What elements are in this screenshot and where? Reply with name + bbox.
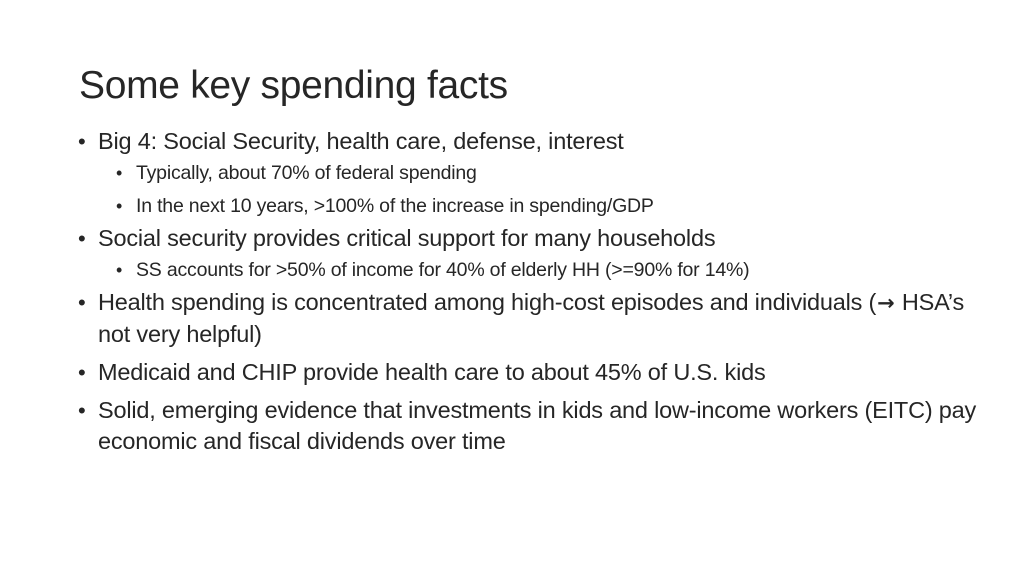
bullet-text-part2: HSA’s not very helpful) (98, 289, 965, 347)
bullet-dot-icon: • (78, 398, 86, 423)
bullet-dot-icon: • (78, 360, 86, 385)
bullet-dot-icon: • (116, 196, 123, 216)
bullet-text: Social security provides critical support for many households (98, 225, 716, 251)
sub-bullet-item (78, 157, 978, 190)
bullet-list (78, 126, 978, 457)
bullet-text: Medicaid and CHIP provide health care to about 45% of U.S. kids (98, 359, 766, 385)
sub-bullet-item (78, 254, 978, 287)
bullet-dot-icon: • (116, 163, 123, 183)
sub-bullet-item (78, 190, 978, 223)
sub-bullet-text: In the next 10 years, >100% of the increase in spending/GDP (136, 195, 654, 217)
bullet-dot-icon: • (78, 129, 86, 154)
bullet-item-big4 (78, 126, 978, 157)
sub-bullet-text: SS accounts for >50% of income for 40% of elderly HH (>=90% for 14%) (136, 259, 750, 281)
bullet-item-social-security (78, 223, 978, 254)
bullet-text: Big 4: Social Security, health care, defense, interest (98, 128, 624, 154)
bullet-dot-icon: • (78, 290, 86, 315)
bullet-text-part1: Health spending is concentrated among high-cost episodes and individuals ( (98, 289, 877, 315)
bullet-item-health-spending (78, 287, 978, 350)
sub-bullet-text: Typically, about 70% of federal spending (136, 162, 477, 184)
bullet-dot-icon: • (78, 226, 86, 251)
bullet-item-medicaid (78, 357, 978, 388)
right-arrow-icon: → (877, 291, 895, 315)
slide-title: Some key spending facts (79, 64, 508, 107)
bullet-item-evidence (78, 395, 978, 457)
bullet-text: Solid, emerging evidence that investments in kids and low-income workers (EITC) pay economic and fiscal dividends over time (98, 397, 977, 454)
bullet-dot-icon: • (116, 260, 123, 280)
